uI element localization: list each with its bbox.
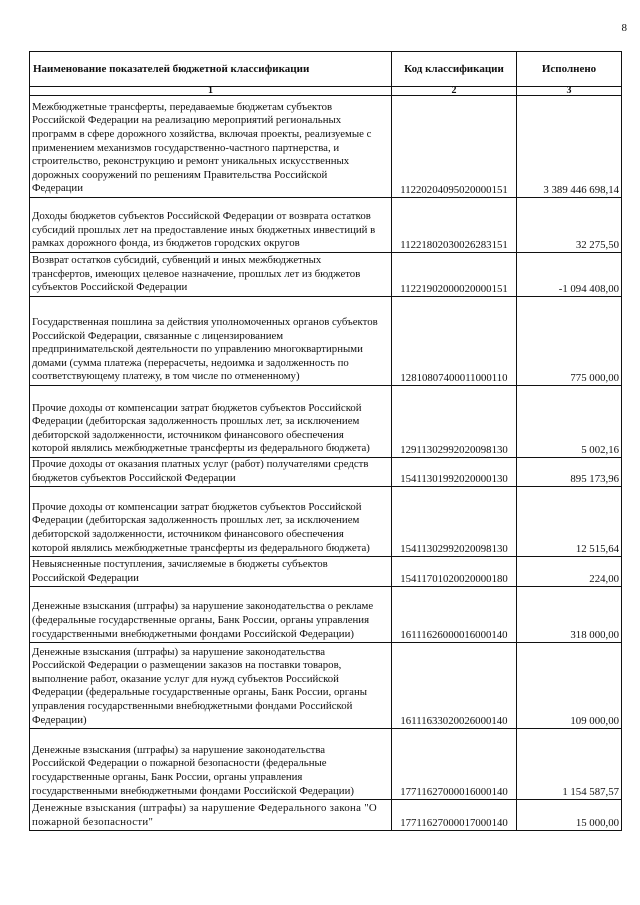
classification-code: 15411701020020000180 [392, 557, 517, 587]
executed-amount: 109 000,00 [517, 643, 622, 729]
table-row [30, 253, 622, 297]
indicator-name: Денежные взыскания (штрафы) за нарушение Федерального закона "О пожарной безопасности" [30, 800, 392, 831]
indicator-name: Возврат остатков субсидий, субвенций и иных межбюджетных трансфертов, имеющих целевое назначение, прошлых лет из бюджетов субъектов Российской Федерации [30, 253, 392, 297]
executed-amount: 224,00 [517, 557, 622, 587]
classification-code: 15411301992020000130 [392, 458, 517, 487]
table-row [30, 557, 622, 587]
table-row [30, 800, 622, 831]
indicator-name: Невыясненные поступления, зачисляемые в бюджеты субъектов Российской Федерации [30, 557, 392, 587]
page-number: 8 [621, 22, 627, 34]
table-row [30, 487, 622, 557]
executed-amount: -1 094 408,00 [517, 253, 622, 297]
indicator-name: Межбюджетные трансферты, передаваемые бюджетам субъектов Российской Федерации на реализацию мероприятий региональных программ в сфере дорожного хозяйства, включая проекты, реализуемые с применением механизмов государственно-частного партнерства, и строительство, реконструкцию и ремонт уникальных искусственных дорожных сооружений по решениям Правительства Российской Федерации [30, 96, 392, 198]
table-row [30, 643, 622, 729]
column-number-row [30, 87, 622, 96]
column-number: 2 [392, 87, 517, 96]
column-number: 3 [517, 87, 622, 96]
indicator-name: Денежные взыскания (штрафы) за нарушение законодательства о рекламе (федеральные государственные органы, Банк России, органы управления государственными внебюджетными фондами Российской Федерации) [30, 587, 392, 643]
table-row [30, 198, 622, 253]
column-number: 1 [30, 87, 392, 96]
table-row [30, 587, 622, 643]
executed-amount: 5 002,16 [517, 386, 622, 458]
executed-amount: 1 154 587,57 [517, 729, 622, 800]
classification-code: 11221802030026283151 [392, 198, 517, 253]
indicator-name: Государственная пошлина за действия уполномоченных органов субъектов Российской Федерации, связанные с лицензированием предпринимательской деятельности по управлению многоквартирными домами (сумма платежа (перерасчеты, недоимка и задолженность по соответствующему платежу, в том числе по отмененному) [30, 297, 392, 386]
classification-code: 16111633020026000140 [392, 643, 517, 729]
classification-code: 15411302992020098130 [392, 487, 517, 557]
classification-code: 11221902000020000151 [392, 253, 517, 297]
indicator-name: Прочие доходы от оказания платных услуг (работ) получателями средств бюджетов субъектов Российской Федерации [30, 458, 392, 487]
classification-code: 12810807400011000110 [392, 297, 517, 386]
executed-amount: 12 515,64 [517, 487, 622, 557]
header-executed: Исполнено [517, 52, 622, 87]
classification-code: 12911302992020098130 [392, 386, 517, 458]
indicator-name: Денежные взыскания (штрафы) за нарушение законодательства Российской Федерации о пожарной безопасности (федеральные государственные органы, Банк России, органы управления государственными внебюджетными фондами Российской Федерации) [30, 729, 392, 800]
classification-code: 17711627000016000140 [392, 729, 517, 800]
table-row [30, 96, 622, 198]
classification-code: 17711627000017000140 [392, 800, 517, 831]
executed-amount: 775 000,00 [517, 297, 622, 386]
indicator-name: Денежные взыскания (штрафы) за нарушение законодательства Российской Федерации о размещении заказов на поставки товаров, выполнение работ, оказание услуг для нужд субъектов Российской Федерации (федеральные государственные органы, Банк России, органы управления государственными внебюджетными фондами Российской Федерации) [30, 643, 392, 729]
executed-amount: 3 389 446 698,14 [517, 96, 622, 198]
classification-code: 16111626000016000140 [392, 587, 517, 643]
indicator-name: Прочие доходы от компенсации затрат бюджетов субъектов Российской Федерации (дебиторская задолженность прошлых лет, за исключением дебиторской задолженности, источником финансового обеспечения которой являлись межбюджетные трансферты из федерального бюджета) [30, 386, 392, 458]
table-row [30, 386, 622, 458]
classification-code: 11220204095020000151 [392, 96, 517, 198]
header-indicator-name: Наименование показателей бюджетной классификации [30, 52, 392, 87]
indicator-name: Прочие доходы от компенсации затрат бюджетов субъектов Российской Федерации (дебиторская задолженность прошлых лет, за исключением дебиторской задолженности, источником финансового обеспечения которой являлись межбюджетные трансферты из федерального бюджета) [30, 487, 392, 557]
executed-amount: 32 275,50 [517, 198, 622, 253]
executed-amount: 318 000,00 [517, 587, 622, 643]
table-header-row [30, 52, 622, 87]
table-row [30, 297, 622, 386]
indicator-name: Доходы бюджетов субъектов Российской Федерации от возврата остатков субсидий прошлых лет на предоставление иных бюджетных инвестиций в рамках дорожного фонда, из бюджетов городских округов [30, 198, 392, 253]
executed-amount: 15 000,00 [517, 800, 622, 831]
table-row [30, 458, 622, 487]
budget-table [29, 51, 622, 831]
executed-amount: 895 173,96 [517, 458, 622, 487]
table-row [30, 729, 622, 800]
header-classification-code: Код классификации [392, 52, 517, 87]
